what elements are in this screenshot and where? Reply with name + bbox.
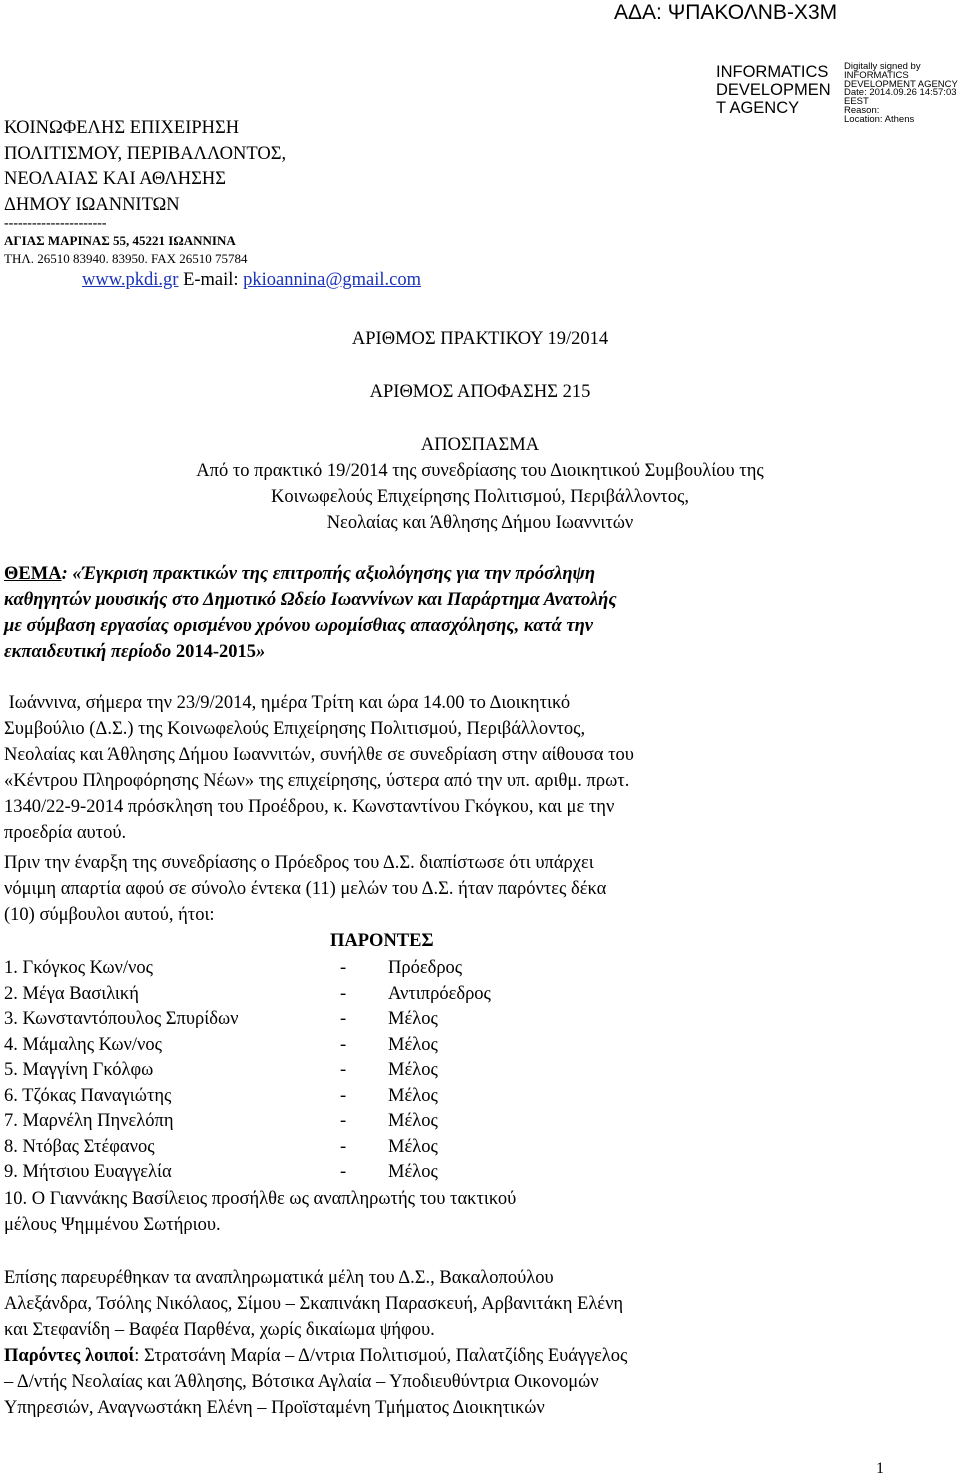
signature-name (716, 63, 841, 117)
signature-detail-line: EEST (844, 96, 869, 108)
substitute-paragraph (4, 1186, 692, 1238)
member-name: 3. Κωνσταντόπουλος Σπυρίδων (4, 1009, 239, 1029)
others-label: Παρόντες λοιποί (4, 1346, 135, 1366)
quorum-line: Πριν την έναρξη της συνεδρίασης ο Πρόεδρος του Δ.Σ. διαπίστωσε ότι υπάρχει (4, 853, 594, 873)
member-role: Μέλος (388, 1137, 438, 1157)
org-contact-line (4, 268, 504, 294)
others-line: – Δ/ντής Νεολαίας και Άθλησης, Βότσικα Αγλαία – Υποδιευθύντρια Οικονομών (4, 1372, 599, 1392)
member-dash: - (340, 1060, 347, 1080)
member-dash: - (340, 1009, 347, 1029)
intro-line: προεδρία αυτού. (4, 823, 127, 843)
subject-line-text: : «Έγκριση πρακτικών της επιτροπής αξιολόγησης για την πρόσληψη (61, 564, 596, 584)
signature-details (844, 63, 956, 125)
others-paragraph (4, 1343, 784, 1421)
org-name-line: ΚΟΙΝΩΦΕΛΗΣ ΕΠΙΧΕΙΡΗΣΗ (4, 118, 240, 138)
excerpt-title: ΑΠΟΣΠΑΣΜΑ (420, 435, 540, 455)
member-role: Μέλος (388, 1009, 438, 1029)
also-present-paragraph (4, 1265, 784, 1343)
others-line (4, 1343, 784, 1369)
member-role: Αντιπρόεδρος (388, 984, 491, 1004)
member-row (4, 1057, 564, 1083)
quorum-line: νόμιμη απαρτία αφού σε σύνολο έντεκα (11) μελών του Δ.Σ. ήταν παρόντες δέκα (4, 879, 607, 899)
signature-detail-line: Digitally signed by (844, 61, 921, 72)
member-row (4, 955, 564, 981)
subject-line (4, 561, 784, 587)
member-dash: - (340, 958, 347, 978)
signature-detail-line: Date: 2014.09.26 14:57:03 (844, 87, 957, 99)
substitute-line: 10. Ο Γιαννάκης Βασίλειος προσήλθε ως αναπληρωτής του τακτικού (4, 1189, 517, 1209)
substitute-line: μέλους Ψημμένου Σωτήριου. (4, 1215, 221, 1235)
member-dash: - (340, 984, 347, 1004)
member-role: Μέλος (388, 1162, 438, 1182)
member-row (4, 1108, 564, 1134)
minutes-number: ΑΡΙΘΜΟΣ ΠΡΑΚΤΙΚΟΥ 19/2014 (351, 329, 609, 349)
also-present-line: Αλεξάνδρα, Τσόλης Νικόλαος, Σίμου – Σκαπινάκη Παρασκευή, Αρβανιτάκη Ελένη (4, 1294, 624, 1314)
intro-line: Νεολαίας και Άθλησης Δήμου Ιωαννιτών, συνήλθε σε συνεδρίαση στην αίθουσα του (4, 745, 634, 765)
also-present-line: Επίσης παρευρέθηκαν τα αναπληρωματικά μέλη του Δ.Σ., Βακαλοπούλου (4, 1268, 554, 1288)
signature-detail-line: INFORMATICS (844, 69, 909, 81)
subject-line (4, 639, 784, 665)
intro-line: Συμβούλιο (Δ.Σ.) της Κοινωφελούς Επιχείρησης Πολιτισμού, Περιβάλλοντος, (4, 719, 586, 739)
member-dash: - (340, 1035, 347, 1055)
intro-line: Ιωάννινα, σήμερα την 23/9/2014, ημέρα Τρίτη και ώρα 14.00 το Διοικητικό (4, 693, 571, 713)
member-dash: - (340, 1111, 347, 1131)
member-role: Μέλος (388, 1035, 438, 1055)
page-number: 1 (876, 1460, 884, 1477)
member-name: 1. Γκόγκος Κων/νος (4, 958, 153, 978)
excerpt-line: Νεολαίας και Άθλησης Δήμου Ιωαννιτών (326, 513, 634, 533)
website-link[interactable]: www.pkdi.gr (82, 270, 179, 290)
subject-line: με σύμβαση εργασίας ορισμένου χρόνου ωρομίσθιας απασχόλησης, κατά την (4, 616, 593, 636)
header-divider: ---------------------- (4, 216, 107, 231)
member-dash: - (340, 1137, 347, 1157)
excerpt-line: Από το πρακτικό 19/2014 της συνεδρίασης του Διοικητικού Συμβουλίου της (196, 461, 764, 481)
member-row (4, 1083, 564, 1109)
excerpt-block (0, 432, 960, 536)
signature-detail-line: DEVELOPMENT AGENCY (844, 78, 958, 90)
email-label: E-mail: (183, 270, 239, 290)
subject-label: ΘΕΜΑ (4, 564, 62, 584)
member-row (4, 981, 564, 1007)
member-row (4, 1159, 564, 1185)
org-name-line: ΝΕΟΛΑΙΑΣ ΚΑΙ ΑΘΛΗΣΗΣ (4, 169, 227, 189)
member-role: Μέλος (388, 1086, 438, 1106)
decision-number: ΑΡΙΘΜΟΣ ΑΠΟΦΑΣΗΣ 215 (369, 382, 591, 402)
org-address: ΑΓΙΑΣ ΜΑΡΙΝΑΣ 55, 45221 ΙΩΑΝΝΙΝΑ (4, 233, 236, 248)
subject-last-prefix: εκπαιδευτική περίοδο (4, 642, 176, 662)
org-name-line: ΔΗΜΟΥ ΙΩΑΝΝΙΤΩΝ (4, 194, 180, 215)
member-dash: - (340, 1162, 347, 1182)
member-row (4, 1134, 564, 1160)
others-first-rest: : Στρατσάνη Μαρία – Δ/ντρια Πολιτισμού, Παλατζίδης Ευάγγελος (134, 1346, 628, 1366)
member-role: Μέλος (388, 1060, 438, 1080)
org-name-line: ΠΟΛΙΤΙΣΜΟΥ, ΠΕΡΙΒΑΛΛΟΝΤΟΣ, (4, 143, 287, 164)
ada-code: ΑΔΑ: ΨΠΑΚΟΛΝΒ-Χ3Μ (614, 1, 838, 24)
signature-detail-line: Reason: (844, 104, 880, 116)
intro-paragraph (4, 690, 784, 846)
organization-header (4, 116, 504, 294)
member-name: 5. Μαγγίνη Γκόλφω (4, 1060, 154, 1080)
also-present-line: και Στεφανίδη – Βαφέα Παρθένα, χωρίς δικαίωμα ψήφου. (4, 1320, 435, 1340)
email-link[interactable]: pkioannina@gmail.com (243, 270, 422, 290)
present-heading: ΠΑΡΟΝΤΕΣ (330, 931, 434, 951)
subject-block (4, 561, 784, 665)
signature-detail-line: Location: Athens (844, 113, 915, 125)
intro-line: «Κέντρου Πληροφόρησης Νέων» της επιχείρησης, ύστερα από την υπ. αριθμ. πρωτ. (4, 771, 630, 791)
quorum-line: (10) σύμβουλοι αυτού, ήτοι: (4, 905, 215, 925)
member-role: Πρόεδρος (388, 958, 463, 978)
member-name: 9. Μήτσιου Ευαγγελία (4, 1162, 172, 1182)
member-name: 6. Τζόκας Παναγιώτης (4, 1086, 172, 1106)
excerpt-line: Κοινωφελούς Επιχείρησης Πολιτισμού, Περιβάλλοντος, (271, 487, 689, 507)
subject-last-suffix: » (256, 642, 266, 662)
org-phone: ΤΗΛ. 26510 83940. 83950. FAX 26510 75784 (4, 251, 248, 266)
member-name: 4. Μάμαλης Κων/νος (4, 1035, 162, 1055)
member-name: 2. Μέγα Βασιλική (4, 984, 139, 1004)
intro-line: 1340/22-9-2014 πρόσκληση του Προέδρου, κ. Κωνσταντίνου Γκόγκου, και με την (4, 797, 615, 817)
quorum-paragraph (4, 850, 784, 928)
subject-line: καθηγητών μουσικής στο Δημοτικό Ωδείο Ιωαννίνων και Παράρτημα Ανατολής (4, 590, 617, 610)
signature-name-line: DEVELOPMEN (716, 81, 831, 99)
others-line: Υπηρεσιών, Αναγνωστάκη Ελένη – Προϊσταμένη Τμήματος Διοικητικών (4, 1398, 545, 1418)
subject-years: 2014-2015 (175, 642, 257, 662)
member-row (4, 1032, 564, 1058)
member-name: 8. Ντόβας Στέφανος (4, 1137, 155, 1157)
member-row (4, 1006, 564, 1032)
member-dash: - (340, 1086, 347, 1106)
signature-name-line: INFORMATICS (716, 63, 829, 81)
member-role: Μέλος (388, 1111, 438, 1131)
member-name: 7. Μαρνέλη Πηνελόπη (4, 1111, 174, 1131)
signature-name-line: T AGENCY (716, 99, 800, 117)
